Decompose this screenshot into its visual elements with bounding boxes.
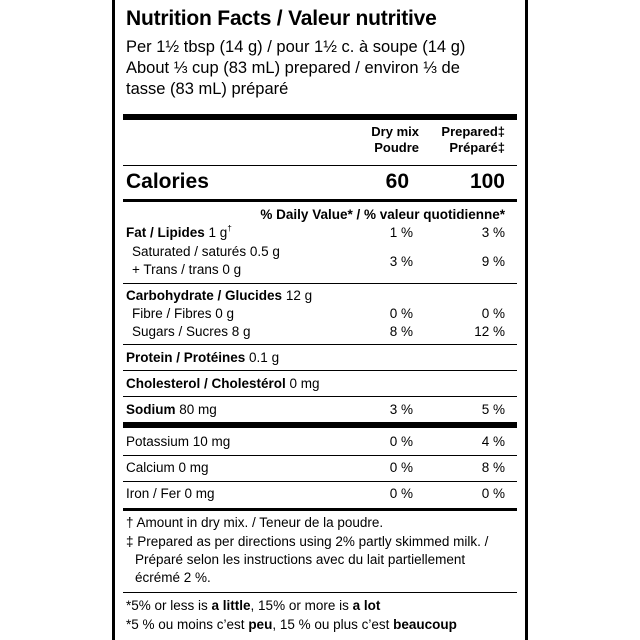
divider-thin	[123, 592, 517, 593]
serving-size-line-2: About ⅓ cup (83 mL) prepared / environ ⅓ de	[126, 59, 460, 77]
trans-row-label: + Trans / trans 0 g	[132, 262, 242, 277]
calories-label: Calories	[126, 170, 209, 193]
saturated-row-label: Saturated / saturés 0.5 g	[132, 244, 280, 259]
sugars-dry-dv: 8 %	[389, 324, 413, 339]
divider-thin	[123, 455, 517, 456]
iron-prepared-dv: 0 %	[481, 486, 505, 501]
iron-row-label: Iron / Fer 0 mg	[126, 486, 215, 501]
divider-thin	[123, 165, 517, 166]
sodium-row-label: Sodium 80 mg	[126, 402, 217, 417]
fat-prepared-dv: 3 %	[481, 225, 505, 240]
potassium-prepared-dv: 4 %	[481, 434, 505, 449]
divider-thick	[123, 422, 517, 428]
footnote-prepared-line-2: Préparé selon les instructions avec du lait partiellement	[135, 552, 466, 567]
saturated-trans-prepared-dv: 9 %	[481, 254, 505, 269]
serving-size-line-3: tasse (83 mL) préparé	[126, 80, 289, 98]
fibre-row-label: Fibre / Fibres 0 g	[132, 306, 235, 321]
serving-size-line-1: Per 1½ tbsp (14 g) / pour 1½ c. à soupe (14 g)	[126, 38, 466, 56]
daily-value-header: % Daily Value* / % valeur quotidienne*	[260, 207, 505, 222]
carbohydrate-row-label: Carbohydrate / Glucides 12 g	[126, 288, 313, 303]
divider-thin	[123, 370, 517, 371]
calcium-row-label: Calcium 0 mg	[126, 460, 209, 475]
fat-row-label: Fat / Lipides 1 g†	[126, 224, 232, 240]
sodium-dry-dv: 3 %	[389, 402, 413, 417]
potassium-dry-dv: 0 %	[389, 434, 413, 449]
footnote-dry-mix: † Amount in dry mix. / Teneur de la poudre.	[126, 515, 384, 530]
calcium-dry-dv: 0 %	[389, 460, 413, 475]
sugars-prepared-dv: 12 %	[474, 324, 505, 339]
fat-dry-dv: 1 %	[389, 225, 413, 240]
divider-medium	[123, 199, 517, 202]
sodium-prepared-dv: 5 %	[481, 402, 505, 417]
divider-thin	[123, 283, 517, 284]
fibre-prepared-dv: 0 %	[481, 306, 505, 321]
daily-value-note-fr: *5 % ou moins c’est peu, 15 % ou plus c’est beaucoup	[126, 617, 457, 632]
calories-dry-value: 60	[385, 170, 409, 193]
calories-prepared-value: 100	[469, 170, 505, 193]
footnote-prepared-line-3: écrémé 2 %.	[135, 570, 211, 585]
panel-title: Nutrition Facts / Valeur nutritive	[126, 7, 437, 30]
divider-thin	[123, 481, 517, 482]
saturated-trans-dry-dv: 3 %	[389, 254, 413, 269]
iron-dry-dv: 0 %	[389, 486, 413, 501]
footnote-prepared-line-1: ‡ Prepared as per directions using 2% partly skimmed milk. /	[126, 534, 489, 549]
nutrition-facts-panel	[112, 0, 528, 640]
divider-thin	[123, 344, 517, 345]
divider-thin	[123, 396, 517, 397]
fibre-dry-dv: 0 %	[389, 306, 413, 321]
column-header-dry-mix: Dry mix Poudre	[371, 124, 419, 155]
potassium-row-label: Potassium 10 mg	[126, 434, 231, 449]
column-header-prepared: Prepared‡ Préparé‡	[441, 124, 505, 155]
divider-medium	[123, 508, 517, 511]
calcium-prepared-dv: 8 %	[481, 460, 505, 475]
protein-row-label: Protein / Protéines 0.1 g	[126, 350, 280, 365]
daily-value-note-en: *5% or less is a little, 15% or more is a lot	[126, 598, 381, 613]
sugars-row-label: Sugars / Sucres 8 g	[132, 324, 251, 339]
cholesterol-row-label: Cholesterol / Cholestérol 0 mg	[126, 376, 320, 391]
divider-thick	[123, 114, 517, 120]
